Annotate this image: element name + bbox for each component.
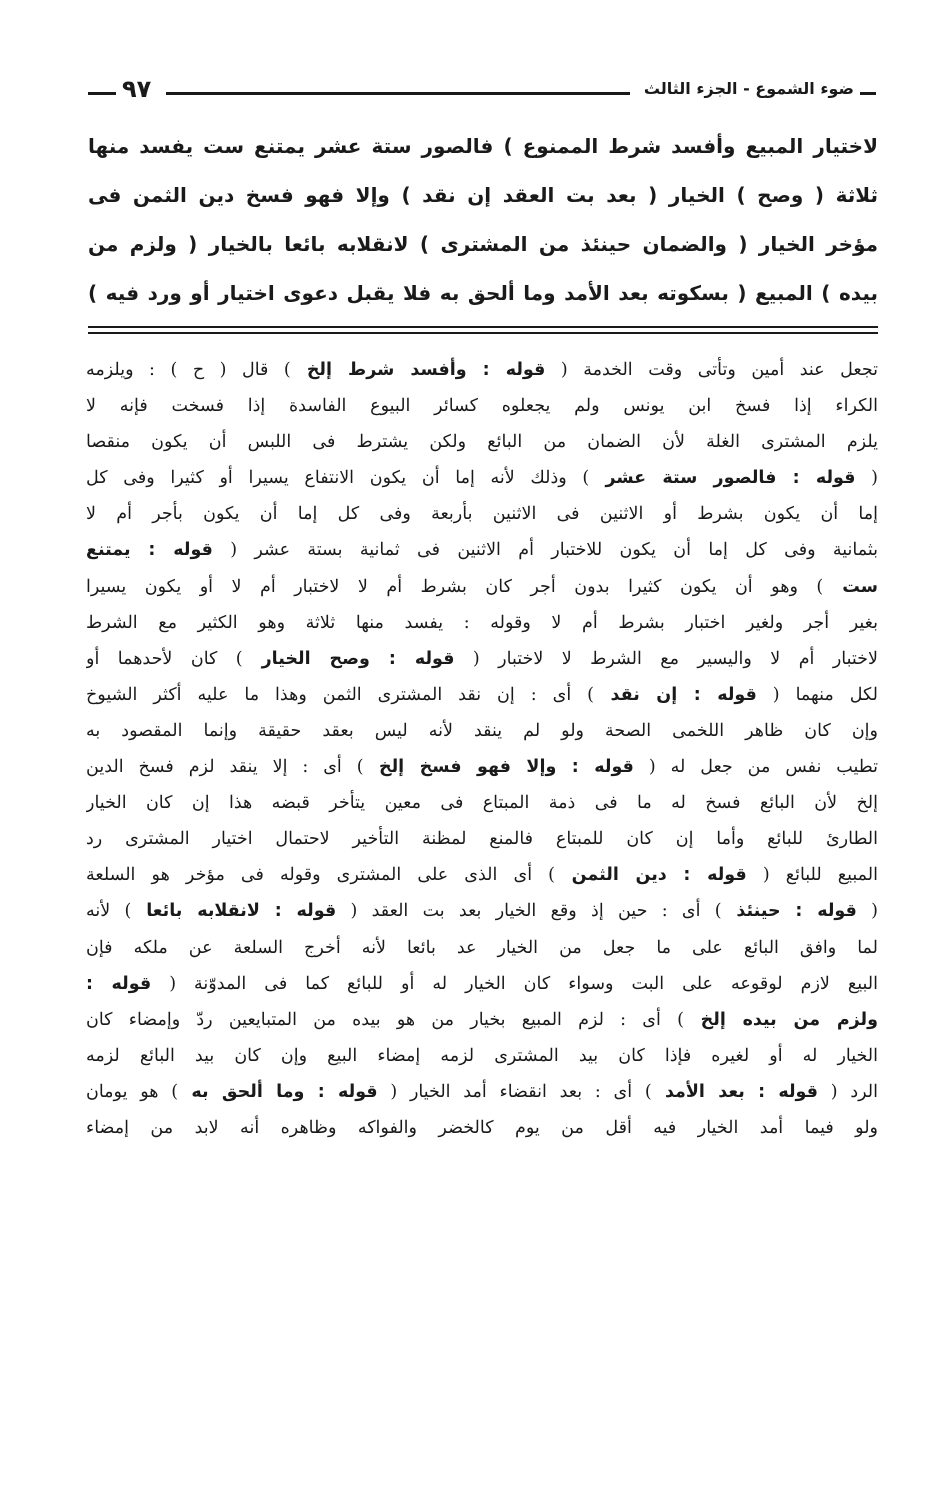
commentary-line (86, 930, 878, 966)
commentary-segment: ) أى : بعد انقضاء أمد الخيار ( (377, 1081, 652, 1102)
commentary-segment: وإن كان ظاهر اللخمى الصحة ولو لم ينقد لأنه ليس بعقد حقيقة وإنما المقصود به (86, 720, 878, 741)
commentary-line (86, 1002, 878, 1038)
commentary-line (86, 713, 878, 749)
commentary-line (86, 1110, 878, 1146)
quoted-lemma: قوله : وما ألحق به (178, 1081, 378, 1102)
title-dash (860, 92, 876, 95)
commentary-segment: يلزم المشترى الغلة لأن الضمان من البائع ولكن يشترط فى اللبس أن يكون منقصا (86, 432, 878, 453)
quoted-lemma: قوله : إن نقد (593, 684, 757, 705)
commentary-segment: ( (855, 468, 878, 489)
commentary-line (86, 460, 878, 496)
quoted-lemma: ست (823, 576, 878, 597)
commentary-line (86, 496, 878, 532)
commentary-line (86, 605, 878, 641)
separator-line-top (88, 326, 878, 328)
commentary-line (86, 1074, 878, 1110)
commentary-segment: المبيع للبائع ( (746, 865, 878, 886)
commentary-line (86, 532, 878, 568)
page-number-dash (88, 92, 116, 95)
separator-line-bottom (88, 332, 878, 334)
commentary-segment: ) أى : لزم المبيع بخيار من هو بيده من المتبايعين ردّ وإمضاء كان (86, 1009, 684, 1030)
running-title: ضوء الشموع - الجزء الثالث (643, 79, 854, 98)
commentary-segment: الرد ( (817, 1081, 878, 1102)
commentary-segment: ) أى : حين إذ وقع الخيار بعد بت العقد ( (336, 901, 722, 922)
commentary-line (86, 424, 878, 460)
quoted-lemma: قوله : لانقلابه بائعا (131, 901, 337, 922)
commentary-segment: الكراء إذا فسخ ابن يونس ولم يجعلوه كسائر البيوع الفاسدة إذا فسخت فإنه لا (86, 396, 878, 417)
commentary-segment: ) أى الذى على المشترى وقوله فى مؤخر هو السلعة (86, 865, 555, 886)
running-header (88, 72, 876, 106)
commentary-segment: ) لأنه (86, 901, 132, 922)
commentary-segment: ) قال ( ح ) : ويلزمه (86, 360, 291, 380)
commentary-text (86, 352, 878, 1146)
commentary-segment: تجعل عند أمين وتأتى وقت الخدمة ( (545, 360, 878, 380)
commentary-segment: إما أن يكون بشرط أو الاثنين فى الاثنين بأربعة وفى كل إما أن يكون بأجر أم لا (86, 504, 878, 525)
commentary-line (86, 388, 878, 424)
quoted-lemma: قوله : حينئذ (721, 901, 857, 922)
commentary-segment: ) كان لأحدهما أو (86, 648, 243, 669)
commentary-segment: ) وهو أن يكون كثيرا بدون أجر كان بشرط أم لا لاختبار أم لا أو يكون يسيرا (86, 576, 824, 597)
commentary-segment: إلخ لأن البائع فسخ له ما فى ذمة المبتاع فى معين يتأخر قبضه هذا إن كان الخيار (86, 793, 878, 814)
quoted-lemma: ولزم من بيده إلخ (683, 1009, 878, 1030)
main-text-line: مؤخر الخيار ( والضمان حينئذ من المشترى ) لانقلابه بائعا بالخيار ( ولزم من (88, 232, 878, 256)
quoted-lemma: قوله : دين الثمن (555, 865, 747, 886)
commentary-line (86, 785, 878, 821)
commentary-line (86, 1038, 878, 1074)
commentary-segment: ) أى : إن نقد المشترى الثمن وهذا ما عليه أكثر الشيوخ (86, 684, 594, 705)
commentary-segment: تطيب نفس من جعل له ( (633, 757, 878, 778)
quoted-lemma: قوله : وأفسد شرط إلخ (290, 360, 546, 380)
quoted-lemma: قوله : يمتنع (86, 540, 213, 561)
separator-rule (88, 326, 878, 334)
commentary-line (86, 641, 878, 677)
quoted-lemma: قوله : (86, 973, 152, 994)
commentary-line (86, 569, 878, 605)
commentary-line (86, 893, 878, 929)
main-text-line: لاختيار المبيع وأفسد شرط الممنوع ) فالصور ستة عشر يمتنع ست يفسد منها (88, 134, 878, 158)
commentary-line (86, 857, 878, 893)
page-number: ٩٧ (122, 75, 152, 103)
commentary-line (86, 749, 878, 785)
header-rule (166, 92, 630, 95)
commentary-segment: البيع لازم لوقوعه على البت وسواء كان الخيار له أو للبائع كما فى المدوّنة ( (151, 973, 878, 994)
commentary-segment: بثمانية وفى كل إما أن يكون للاختبار أم الاثنين فى ثمانية بستة عشر ( (212, 540, 878, 561)
commentary-line (86, 352, 878, 388)
commentary-segment: الخيار له أو لغيره فإذا كان بيد المشترى لزمه إمضاء البيع وإن كان بيد البائع لزمه (86, 1045, 878, 1066)
quoted-lemma: قوله : وإلا فهو فسخ إلخ (363, 757, 634, 778)
commentary-segment: الطارئ للبائع وأما إن كان للمبتاع فالمنع لمظنة التأخير لاحتمال اختيار المشترى رد (86, 829, 878, 850)
commentary-segment: لكل منهما ( (756, 684, 878, 705)
commentary-line (86, 677, 878, 713)
commentary-segment: ولو فيما أمد الخيار فيه أقل من يوم كالخضر والفواكه وظاهره أنه لابد من إمضاء (86, 1117, 878, 1138)
quoted-lemma: قوله : وصح الخيار (242, 648, 455, 669)
quoted-lemma: قوله : بعد الأمد (651, 1081, 818, 1102)
main-text (88, 122, 878, 318)
commentary-segment: ) هو يومان (86, 1081, 179, 1102)
commentary-segment: ) أى : إلا ينقد لزم فسخ الدين (86, 757, 364, 778)
main-text-line: بيده ) المبيع ( بسكوته بعد الأمد وما ألحق به فلا يقبل دعوى اختيار أو ورد فيه ) (88, 281, 878, 305)
commentary-line (86, 821, 878, 857)
commentary-segment: لما وافق البائع على ما جعل من الخيار عد بائعا لأنه أخرج السلعة عن ملكه فإن (86, 937, 878, 958)
main-text-line: ثلاثة ( وصح ) الخيار ( بعد بت العقد إن نقد ) وإلا فهو فسخ دين الثمن فى (88, 183, 878, 207)
commentary-segment: ( (856, 901, 878, 922)
quoted-lemma: قوله : فالصور ستة عشر (589, 468, 856, 489)
commentary-segment: بغير أجر ولغير اختبار بشرط أم لا وقوله : يفسد منها ثلاثة وهو الكثير مع الشرط (86, 612, 878, 633)
commentary-segment: ) وذلك لأنه إما أن يكون الانتفاع يسيرا أو كثيرا وفى كل (86, 468, 590, 489)
commentary-line (86, 966, 878, 1002)
commentary-segment: لاختبار أم لا واليسير مع الشرط لا لاختبار ( (454, 648, 878, 669)
